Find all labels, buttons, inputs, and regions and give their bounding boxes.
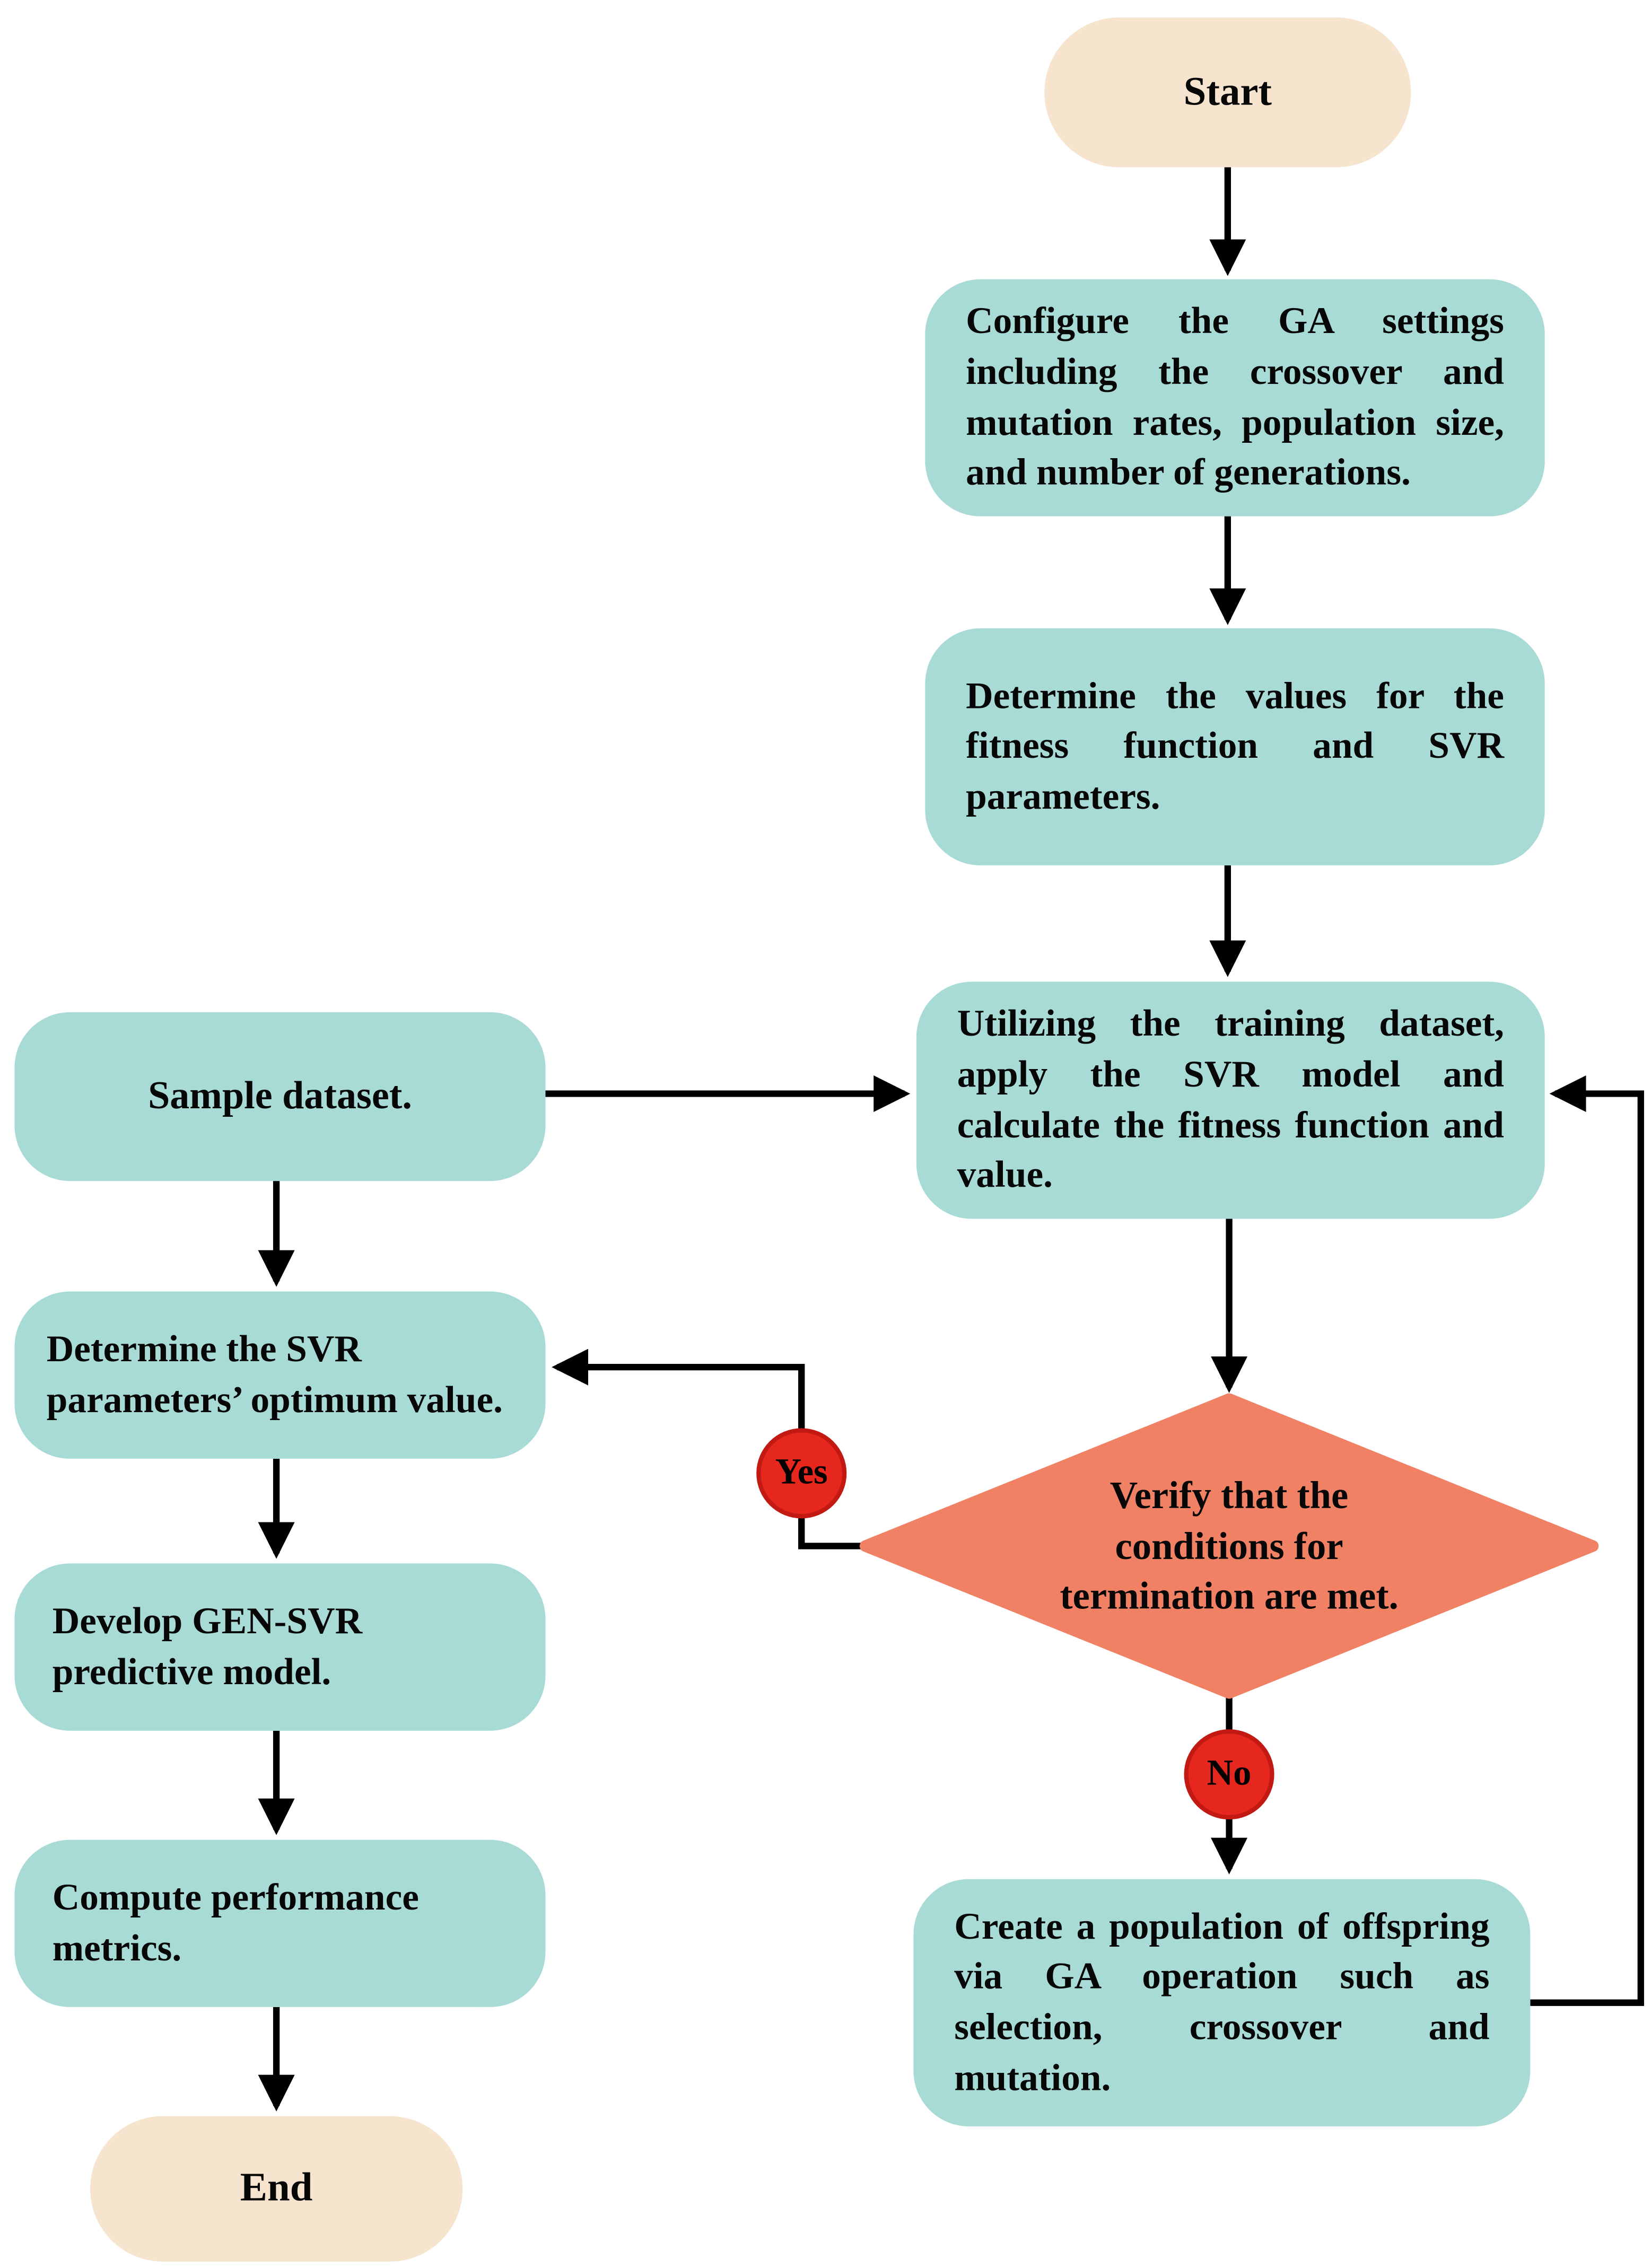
process-configure-ga-settings [925,279,1544,516]
process-offspring-label: Create a population of offspring via GA operation such as selection, crossover and mutation. [954,1905,1490,2098]
branch-yes-badge [756,1428,846,1518]
decision-termination-check [866,1399,1593,1693]
process-develop-label: Develop GEN-SVR predictive model. [52,1599,363,1693]
process-svr-optimum-value [14,1292,545,1459]
branch-no-label: No [1207,1754,1252,1793]
branch-no-badge [1184,1729,1274,1819]
process-develop-gen-svr-model [14,1563,545,1730]
end-label: End [240,2165,313,2211]
process-sample-dataset [14,1012,545,1181]
decision-label: Verify that the conditions for termination are met. [1060,1473,1399,1618]
process-configure-label: Configure the GA settings including the crossover and mutation rates, population size, and number of generations. [966,300,1504,493]
start-node [1044,17,1411,167]
process-compute-label: Compute performance metrics. [52,1876,419,1969]
process-sample-label: Sample dataset. [148,1073,412,1117]
process-determine-label: Determine the values for the fitness function and SVR parameters. [966,674,1504,817]
process-apply-label: Utilizing the training dataset, apply the SVR model and calculate the fitness function and value. [957,1002,1504,1196]
end-node [90,2116,462,2262]
process-create-offspring-population [913,1879,1530,2126]
process-compute-performance-metrics [14,1840,545,2007]
process-determine-fitness-values [925,628,1544,865]
branch-yes-label: Yes [775,1452,828,1493]
process-apply-svr-model [916,982,1545,1219]
start-label: Start [1183,69,1272,115]
process-optimum-label: Determine the SVR parameters’ optimum value. [46,1327,503,1421]
